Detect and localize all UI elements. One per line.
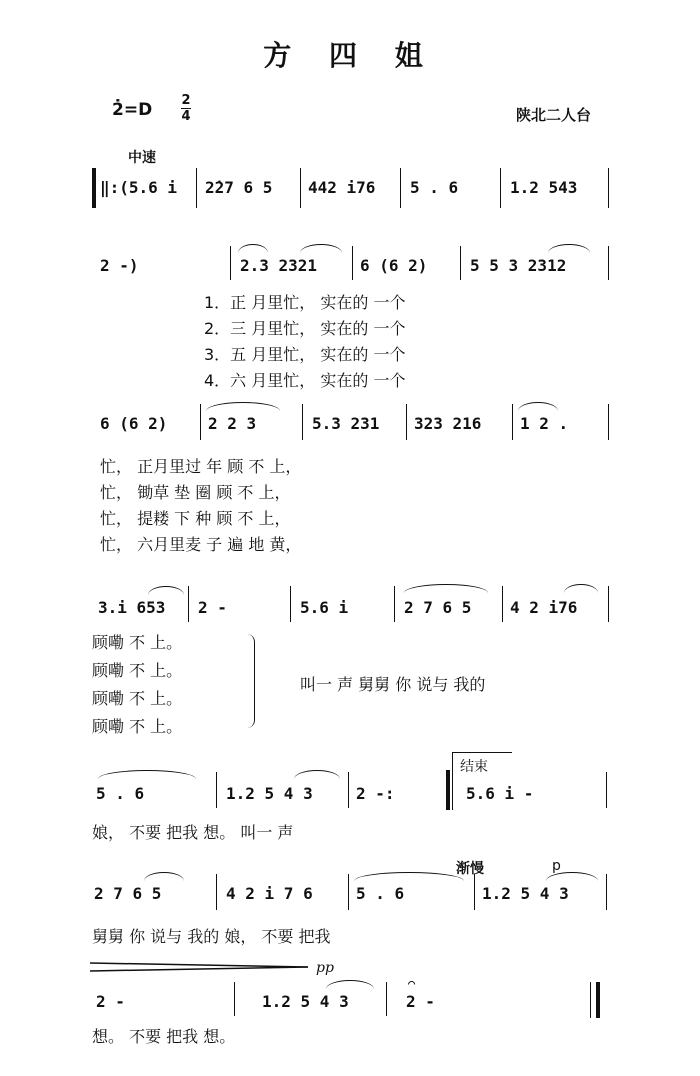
barline xyxy=(460,246,461,280)
slur xyxy=(300,244,342,253)
lyric-line: 忙， 六月里麦 子 遍 地 黄， xyxy=(100,535,302,554)
measure: 4 2 i 7 6 xyxy=(226,884,313,903)
measure: 5.6 i - xyxy=(466,784,534,803)
slur xyxy=(148,586,184,595)
measure: 4 2 i76 xyxy=(510,598,578,617)
slur xyxy=(206,402,280,411)
measure: 3.i 653 xyxy=(98,598,166,617)
slur xyxy=(144,872,184,881)
measure: 2 - xyxy=(96,992,125,1011)
measure: 5 . 6 xyxy=(356,884,405,903)
barline xyxy=(608,586,609,622)
slur xyxy=(354,872,464,881)
barline xyxy=(608,168,609,208)
measure: 2̇27 6 5 xyxy=(205,178,273,197)
final-barline-thin xyxy=(590,982,591,1018)
lyric-line: 娘， 不要 把我 想。 叫一 声 xyxy=(92,823,294,842)
lyric-line: 舅舅 你 说与 我的 娘， 不要 把我 xyxy=(92,927,331,946)
measure: 5.3 231 xyxy=(312,414,380,433)
repeat-end-barline xyxy=(446,770,450,810)
measure: 6 (6 2) xyxy=(360,256,428,275)
measure: 6 (6 2) xyxy=(100,414,168,433)
lyric-line: 顾嘞 不 上。 xyxy=(92,717,183,736)
barline xyxy=(606,772,607,808)
key-signature: 2̇=D xyxy=(112,100,153,120)
measure: 323 216 xyxy=(414,414,482,433)
barline xyxy=(400,168,401,208)
barline xyxy=(352,246,353,280)
lyric-line: 1．正 月里忙， 实在的 一个 xyxy=(204,293,406,312)
ending-bracket-top xyxy=(452,752,512,753)
slur xyxy=(404,584,488,593)
lyric-line: 想。 不要 把我 想。 xyxy=(92,1027,236,1046)
verse-brace xyxy=(244,634,255,728)
measure: 442 i76 xyxy=(308,178,376,197)
barline xyxy=(216,874,217,910)
slur xyxy=(98,770,196,779)
barline xyxy=(474,874,475,910)
lyric-line: 忙， 提耧 下 种 顾 不 上， xyxy=(100,509,291,528)
measure: 2 -) xyxy=(100,256,139,275)
repeat-barline xyxy=(92,168,96,208)
barline xyxy=(608,404,609,440)
barline xyxy=(502,586,503,622)
barline xyxy=(386,982,387,1016)
slur xyxy=(294,770,340,779)
ending-label: 结束 xyxy=(460,759,488,775)
measure: 5 . 6 xyxy=(410,178,459,197)
dynamic-mark: pp xyxy=(316,960,334,976)
barline xyxy=(302,404,303,440)
slur xyxy=(564,584,598,593)
measure: 1.2 5 4 3 xyxy=(226,784,313,803)
barline xyxy=(300,168,301,208)
slur xyxy=(326,980,374,989)
measure: 2 2 3 xyxy=(208,414,257,433)
lyric-line: 忙， 正月里过 年 顾 不 上， xyxy=(100,457,302,476)
lyric-line: 顾嘞 不 上。 xyxy=(92,689,183,708)
measure: 2 7 6 5 xyxy=(94,884,162,903)
barline xyxy=(200,404,201,440)
barline xyxy=(348,772,349,808)
lyric-line: 3．五 月里忙， 实在的 一个 xyxy=(204,345,406,364)
barline xyxy=(290,586,291,622)
page-title: 方 四 姐 xyxy=(263,39,437,72)
lyric-line: 顾嘞 不 上。 xyxy=(92,661,183,680)
measure: 2 -: xyxy=(356,784,395,803)
barline xyxy=(230,246,231,280)
measure: ‖:(5.6 i xyxy=(100,178,178,197)
slur xyxy=(238,244,268,253)
chorus-lyric: 叫一 声 舅舅 你 说与 我的 xyxy=(300,675,486,694)
measure: 5 . 6 xyxy=(96,784,145,803)
ritardando-mark: 渐慢 xyxy=(456,861,484,877)
slur xyxy=(518,402,558,411)
barline xyxy=(196,168,197,208)
measure: 1 2 . xyxy=(520,414,569,433)
barline xyxy=(394,586,395,622)
measure: 2 7 6 5 xyxy=(404,598,472,617)
barline xyxy=(406,404,407,440)
source-label: 陕北二人台 xyxy=(516,106,592,124)
barline xyxy=(500,168,501,208)
barline xyxy=(216,772,217,808)
barline xyxy=(606,874,607,910)
lyric-line: 2．三 月里忙， 实在的 一个 xyxy=(204,319,406,338)
lyric-line: 忙， 锄草 垫 圈 顾 不 上， xyxy=(100,483,291,502)
measure: 2 - xyxy=(406,992,435,1011)
measure: 1.2 543 xyxy=(510,178,578,197)
measure: 1.2 5 4 3 xyxy=(262,992,349,1011)
final-barline-thick xyxy=(596,982,600,1018)
barline xyxy=(234,982,235,1016)
measure: 2 - xyxy=(198,598,227,617)
ending-bracket xyxy=(452,752,453,810)
slur xyxy=(548,244,590,253)
measure: 2.3 2321 xyxy=(240,256,318,275)
dynamic-mark: p xyxy=(552,858,561,874)
time-bottom: 4 xyxy=(181,109,191,124)
barline xyxy=(348,874,349,910)
decrescendo-hairpin xyxy=(90,960,310,974)
time-signature xyxy=(181,94,191,123)
tempo-marking: 中速 xyxy=(128,150,156,166)
measure: 5.6 i xyxy=(300,598,349,617)
barline xyxy=(512,404,513,440)
measure: 5 5 3 2312 xyxy=(470,256,567,275)
barline xyxy=(608,246,609,280)
barline xyxy=(188,586,189,622)
slur xyxy=(546,872,598,881)
lyric-line: 4．六 月里忙， 实在的 一个 xyxy=(204,371,406,390)
measure: 1.2 5 4 3 xyxy=(482,884,569,903)
lyric-line: 顾嘞 不 上。 xyxy=(92,633,183,652)
time-top: 2 xyxy=(181,93,191,108)
fermata: ⌒ xyxy=(408,976,416,990)
